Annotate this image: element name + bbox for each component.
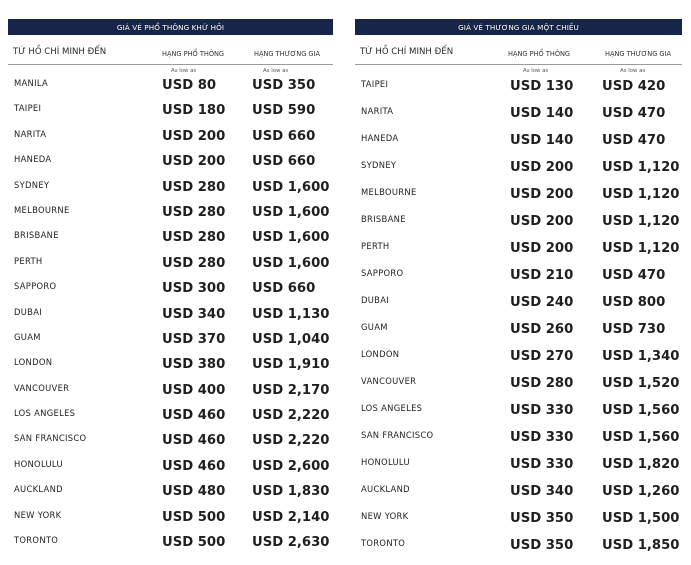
table-row (355, 183, 682, 210)
table-row (355, 129, 682, 156)
destination-city: LONDON (14, 357, 53, 368)
business-fare: USD 1,560 (602, 430, 680, 445)
table-row (355, 480, 682, 507)
table-row (8, 151, 333, 176)
table-row (355, 237, 682, 264)
business-fare: USD 1,260 (602, 484, 680, 499)
economy-fare: USD 280 (162, 204, 226, 220)
destination-city: NARITA (14, 128, 47, 139)
business-fare: USD 1,820 (602, 457, 680, 472)
table-row (8, 532, 333, 557)
destination-city: TAIPEI (361, 79, 389, 89)
economy-fare: USD 140 (510, 133, 574, 148)
economy-fare: USD 280 (162, 230, 226, 246)
destination-city: DUBAI (14, 306, 43, 317)
business-fare: USD 590 (252, 103, 316, 119)
economy-fare: USD 340 (162, 306, 226, 322)
round-trip-economy-table (8, 19, 333, 558)
economy-fare: USD 460 (162, 458, 226, 474)
table-row (355, 399, 682, 426)
table-row (355, 156, 682, 183)
economy-fare: USD 380 (162, 357, 226, 373)
table-row (8, 126, 333, 151)
table-header (8, 35, 333, 65)
business-fare: USD 1,120 (602, 160, 680, 175)
business-fare: USD 470 (602, 133, 666, 148)
economy-fare: USD 330 (510, 430, 574, 445)
destination-city: HANEDA (14, 154, 52, 165)
economy-fare: USD 330 (510, 457, 574, 472)
business-fare: USD 660 (252, 128, 316, 144)
destination-city: BRISBANE (14, 230, 59, 241)
business-fare: USD 660 (252, 154, 316, 170)
business-fare: USD 1,520 (602, 376, 680, 391)
economy-fare: USD 200 (510, 214, 574, 229)
table-row (8, 100, 333, 125)
table-row (355, 426, 682, 453)
table-row (8, 202, 333, 227)
business-fare: USD 730 (602, 322, 666, 337)
business-fare: USD 1,500 (602, 511, 680, 526)
business-fare: USD 660 (252, 281, 316, 297)
table-row (8, 456, 333, 481)
economy-fare: USD 280 (162, 179, 226, 195)
fare-rows (355, 75, 682, 561)
economy-column-header: HẠNG PHỔ THÔNG (162, 50, 225, 58)
business-fare: USD 1,600 (252, 230, 330, 246)
economy-fare: USD 180 (162, 103, 226, 119)
economy-fare: USD 200 (510, 241, 574, 256)
destination-city: LOS ANGELES (14, 408, 76, 419)
economy-fare: USD 200 (510, 187, 574, 202)
economy-fare: USD 350 (510, 538, 574, 553)
economy-fare: USD 370 (162, 331, 226, 347)
destination-city: BRISBANE (361, 214, 406, 224)
table-row (8, 380, 333, 405)
business-fare: USD 1,600 (252, 204, 330, 220)
destination-city: MANILA (14, 78, 49, 88)
destination-city: LOS ANGELES (361, 403, 423, 413)
economy-fare: USD 330 (510, 403, 574, 418)
destination-city: PERTH (14, 255, 43, 266)
table-row (8, 304, 333, 329)
destination-city: VANCOUVER (14, 382, 70, 393)
as-low-as-row (8, 65, 333, 75)
table-row (8, 481, 333, 506)
destination-city: SYDNEY (361, 160, 397, 170)
business-fare: USD 2,220 (252, 433, 330, 449)
as-low-as-row (355, 65, 682, 75)
destination-city: NARITA (361, 106, 394, 116)
economy-fare: USD 140 (510, 106, 574, 121)
table-row (8, 507, 333, 532)
table-header (355, 35, 682, 65)
business-fare: USD 470 (602, 106, 666, 121)
business-fare: USD 1,560 (602, 403, 680, 418)
table-title: GIÁ VÉ THƯƠNG GIA MỘT CHIỀU (355, 19, 682, 35)
table-row (355, 534, 682, 561)
table-row (8, 405, 333, 430)
destination-city: MELBOURNE (361, 187, 417, 197)
business-fare: USD 1,830 (252, 484, 330, 500)
destination-city: HANEDA (361, 133, 399, 143)
table-title: GIÁ VÉ PHỔ THÔNG KHỨ HỒI (8, 19, 333, 35)
table-row (8, 354, 333, 379)
economy-fare: USD 400 (162, 382, 226, 398)
economy-fare: USD 460 (162, 433, 226, 449)
business-column-header: HẠNG THƯƠNG GIA (254, 50, 320, 58)
fare-rows (8, 75, 333, 558)
business-fare: USD 2,600 (252, 458, 330, 474)
destination-city: AUCKLAND (14, 484, 63, 495)
table-row (8, 430, 333, 455)
economy-fare: USD 210 (510, 268, 574, 283)
table-row (355, 75, 682, 102)
table-row (355, 507, 682, 534)
table-row (8, 227, 333, 252)
business-fare: USD 1,850 (602, 538, 680, 553)
table-row (355, 318, 682, 345)
economy-column-header: HẠNG PHỔ THÔNG (508, 50, 571, 58)
business-fare: USD 1,600 (252, 179, 330, 195)
destination-city: NEW YORK (14, 509, 62, 520)
business-fare: USD 2,140 (252, 509, 330, 525)
one-way-business-table (355, 19, 682, 561)
as-low-as-business: As low as (620, 68, 646, 74)
table-row (8, 177, 333, 202)
table-row (355, 291, 682, 318)
table-row (355, 345, 682, 372)
destination-city: AUCKLAND (361, 484, 410, 494)
route-header: TỪ HỒ CHÍ MINH ĐẾN (360, 47, 454, 57)
destination-city: LONDON (361, 349, 400, 359)
destination-city: HONOLULU (361, 457, 410, 467)
business-fare: USD 1,120 (602, 214, 680, 229)
destination-city: PERTH (361, 241, 390, 251)
business-fare: USD 2,220 (252, 408, 330, 424)
economy-fare: USD 200 (510, 160, 574, 175)
business-fare: USD 1,120 (602, 241, 680, 256)
table-row (8, 253, 333, 278)
destination-city: TORONTO (14, 535, 59, 546)
as-low-as-economy: As low as (523, 68, 549, 74)
destination-city: DUBAI (361, 295, 390, 305)
economy-fare: USD 300 (162, 281, 226, 297)
business-column-header: HẠNG THƯƠNG GIA (605, 50, 671, 58)
business-fare: USD 1,120 (602, 187, 680, 202)
business-fare: USD 800 (602, 295, 666, 310)
table-row (355, 264, 682, 291)
economy-fare: USD 270 (510, 349, 574, 364)
economy-fare: USD 80 (162, 78, 217, 93)
economy-fare: USD 200 (162, 154, 226, 170)
business-fare: USD 2,170 (252, 382, 330, 398)
business-fare: USD 350 (252, 78, 316, 93)
route-header: TỪ HỒ CHÍ MINH ĐẾN (13, 47, 107, 57)
destination-city: SAPPORO (14, 281, 57, 292)
destination-city: GUAM (361, 322, 388, 332)
economy-fare: USD 130 (510, 79, 574, 94)
destination-city: GUAM (14, 331, 41, 342)
economy-fare: USD 200 (162, 128, 226, 144)
table-row (8, 329, 333, 354)
economy-fare: USD 280 (162, 255, 226, 271)
destination-city: SYDNEY (14, 179, 50, 190)
table-row (355, 453, 682, 480)
as-low-as-economy: As low as (171, 68, 197, 74)
table-row (355, 210, 682, 237)
economy-fare: USD 500 (162, 535, 226, 551)
business-fare: USD 1,910 (252, 357, 330, 373)
business-fare: USD 420 (602, 79, 666, 94)
table-row (355, 102, 682, 129)
table-row (355, 372, 682, 399)
business-fare: USD 470 (602, 268, 666, 283)
economy-fare: USD 350 (510, 511, 574, 526)
destination-city: TAIPEI (14, 103, 42, 114)
business-fare: USD 1,600 (252, 255, 330, 271)
destination-city: MELBOURNE (14, 204, 70, 215)
economy-fare: USD 480 (162, 484, 226, 500)
destination-city: HONOLULU (14, 458, 63, 469)
as-low-as-business: As low as (263, 68, 289, 74)
destination-city: TORONTO (361, 538, 406, 548)
destination-city: SAN FRANCISCO (14, 433, 87, 444)
table-row (8, 75, 333, 100)
destination-city: SAPPORO (361, 268, 404, 278)
economy-fare: USD 240 (510, 295, 574, 310)
table-row (8, 278, 333, 303)
business-fare: USD 2,630 (252, 535, 330, 551)
destination-city: VANCOUVER (361, 376, 417, 386)
economy-fare: USD 460 (162, 408, 226, 424)
economy-fare: USD 340 (510, 484, 574, 499)
economy-fare: USD 280 (510, 376, 574, 391)
destination-city: NEW YORK (361, 511, 409, 521)
economy-fare: USD 500 (162, 509, 226, 525)
business-fare: USD 1,130 (252, 306, 330, 322)
economy-fare: USD 260 (510, 322, 574, 337)
destination-city: SAN FRANCISCO (361, 430, 434, 440)
business-fare: USD 1,340 (602, 349, 680, 364)
business-fare: USD 1,040 (252, 331, 330, 347)
